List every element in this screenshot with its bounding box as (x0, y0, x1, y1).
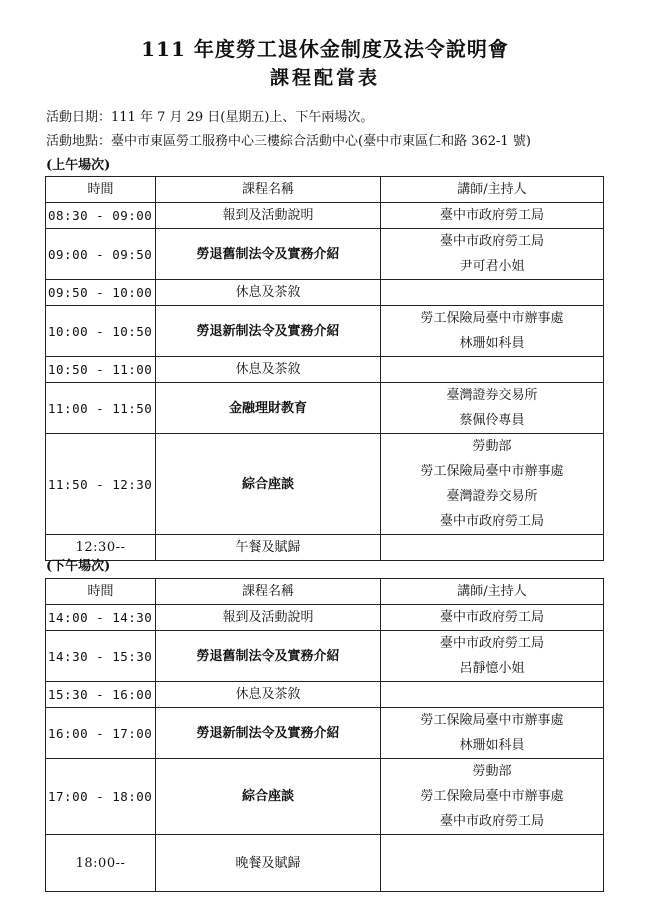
row-course-name: 休息及茶敘 (156, 280, 381, 306)
schedule-row (46, 759, 604, 835)
host-name: 蔡佩伶專員 (459, 413, 525, 428)
table-header-row (46, 177, 604, 203)
host-name: 臺灣證券交易所 (446, 489, 538, 504)
row-time: 10:00 - 10:50 (46, 306, 156, 357)
host-name: 尹可君小姐 (459, 259, 525, 274)
host-name: 呂靜憶小姐 (459, 661, 525, 676)
row-time: 10:50 - 11:00 (46, 357, 156, 383)
host-name: 勞動部 (472, 439, 512, 454)
schedule-row (46, 383, 604, 434)
row-host (381, 357, 604, 383)
row-time: 11:00 - 11:50 (46, 383, 156, 434)
afternoon-session-label: (下午場次) (46, 559, 111, 574)
host-name: 臺中市政府勞工局 (439, 610, 544, 625)
row-course-name: 勞退舊制法令及實務介紹 (156, 229, 381, 280)
schedule-row (46, 229, 604, 280)
schedule-row (46, 434, 604, 535)
schedule-row (46, 535, 604, 561)
host-name: 臺中市政府勞工局 (439, 636, 544, 651)
host-name: 勞工保險局臺中市辦事處 (420, 464, 564, 479)
row-host (381, 631, 604, 682)
column-header-course: 課程名稱 (156, 579, 381, 605)
schedule-row (46, 708, 604, 759)
afternoon-schedule-table (45, 578, 604, 892)
row-time: 09:50 - 10:00 (46, 280, 156, 306)
host-name: 臺中市政府勞工局 (439, 814, 544, 829)
host-name: 林珊如科員 (459, 738, 525, 753)
host-name: 林珊如科員 (459, 336, 525, 351)
document-subtitle: 課程配當表 (269, 67, 380, 89)
schedule-row (46, 357, 604, 383)
host-name: 勞工保險局臺中市辦事處 (420, 311, 564, 326)
row-time: 16:00 - 17:00 (46, 708, 156, 759)
row-course-name: 勞退舊制法令及實務介紹 (156, 631, 381, 682)
column-header-time: 時間 (46, 579, 156, 605)
host-name: 勞工保險局臺中市辦事處 (420, 713, 564, 728)
column-header-host: 講師/主持人 (381, 579, 604, 605)
schedule-row (46, 280, 604, 306)
column-header-host: 講師/主持人 (381, 177, 604, 203)
row-host (381, 306, 604, 357)
schedule-row (46, 835, 604, 892)
event-location: 活動地點：臺中市東區勞工服務中心三樓綜合活動中心(臺中市東區仁和路 362-1 號) (46, 134, 531, 149)
host-name: 勞動部 (472, 764, 512, 779)
row-course-name: 報到及活動說明 (156, 203, 381, 229)
row-host (381, 434, 604, 535)
row-time: 08:30 - 09:00 (46, 203, 156, 229)
host-name: 臺中市政府勞工局 (439, 514, 544, 529)
row-course-name: 綜合座談 (156, 434, 381, 535)
table-header-row (46, 579, 604, 605)
row-time: 12:30-- (46, 535, 156, 561)
row-host (381, 229, 604, 280)
host-name: 臺中市政府勞工局 (439, 234, 544, 249)
row-course-name: 休息及茶敘 (156, 357, 381, 383)
row-course-name: 報到及活動說明 (156, 605, 381, 631)
row-host (381, 759, 604, 835)
column-header-course: 課程名稱 (156, 177, 381, 203)
row-time: 14:30 - 15:30 (46, 631, 156, 682)
row-course-name: 綜合座談 (156, 759, 381, 835)
document-title: 111 年度勞工退休金制度及法令說明會 (141, 37, 509, 61)
row-host (381, 605, 604, 631)
column-header-time: 時間 (46, 177, 156, 203)
row-host (381, 203, 604, 229)
row-host (381, 708, 604, 759)
morning-session-label: (上午場次) (46, 158, 111, 173)
row-time: 09:00 - 09:50 (46, 229, 156, 280)
row-course-name: 勞退新制法令及實務介紹 (156, 708, 381, 759)
row-time: 17:00 - 18:00 (46, 759, 156, 835)
morning-schedule-table (45, 176, 604, 561)
row-host (381, 682, 604, 708)
row-time: 18:00-- (46, 835, 156, 892)
host-name: 臺灣證券交易所 (446, 388, 538, 403)
row-course-name: 勞退新制法令及實務介紹 (156, 306, 381, 357)
row-host (381, 535, 604, 561)
row-course-name: 午餐及賦歸 (156, 535, 381, 561)
row-host (381, 835, 604, 892)
row-course-name: 休息及茶敘 (156, 682, 381, 708)
row-host (381, 383, 604, 434)
host-name: 勞工保險局臺中市辦事處 (420, 789, 564, 804)
event-date: 活動日期：111 年 7 月 29 日(星期五)上、下午兩場次。 (46, 110, 374, 125)
row-time: 11:50 - 12:30 (46, 434, 156, 535)
schedule-row (46, 631, 604, 682)
row-course-name: 金融理財教育 (156, 383, 381, 434)
schedule-row (46, 605, 604, 631)
row-host (381, 280, 604, 306)
schedule-row (46, 682, 604, 708)
row-time: 15:30 - 16:00 (46, 682, 156, 708)
schedule-row (46, 306, 604, 357)
host-name: 臺中市政府勞工局 (439, 208, 544, 223)
row-time: 14:00 - 14:30 (46, 605, 156, 631)
row-course-name: 晚餐及賦歸 (156, 835, 381, 892)
schedule-row (46, 203, 604, 229)
